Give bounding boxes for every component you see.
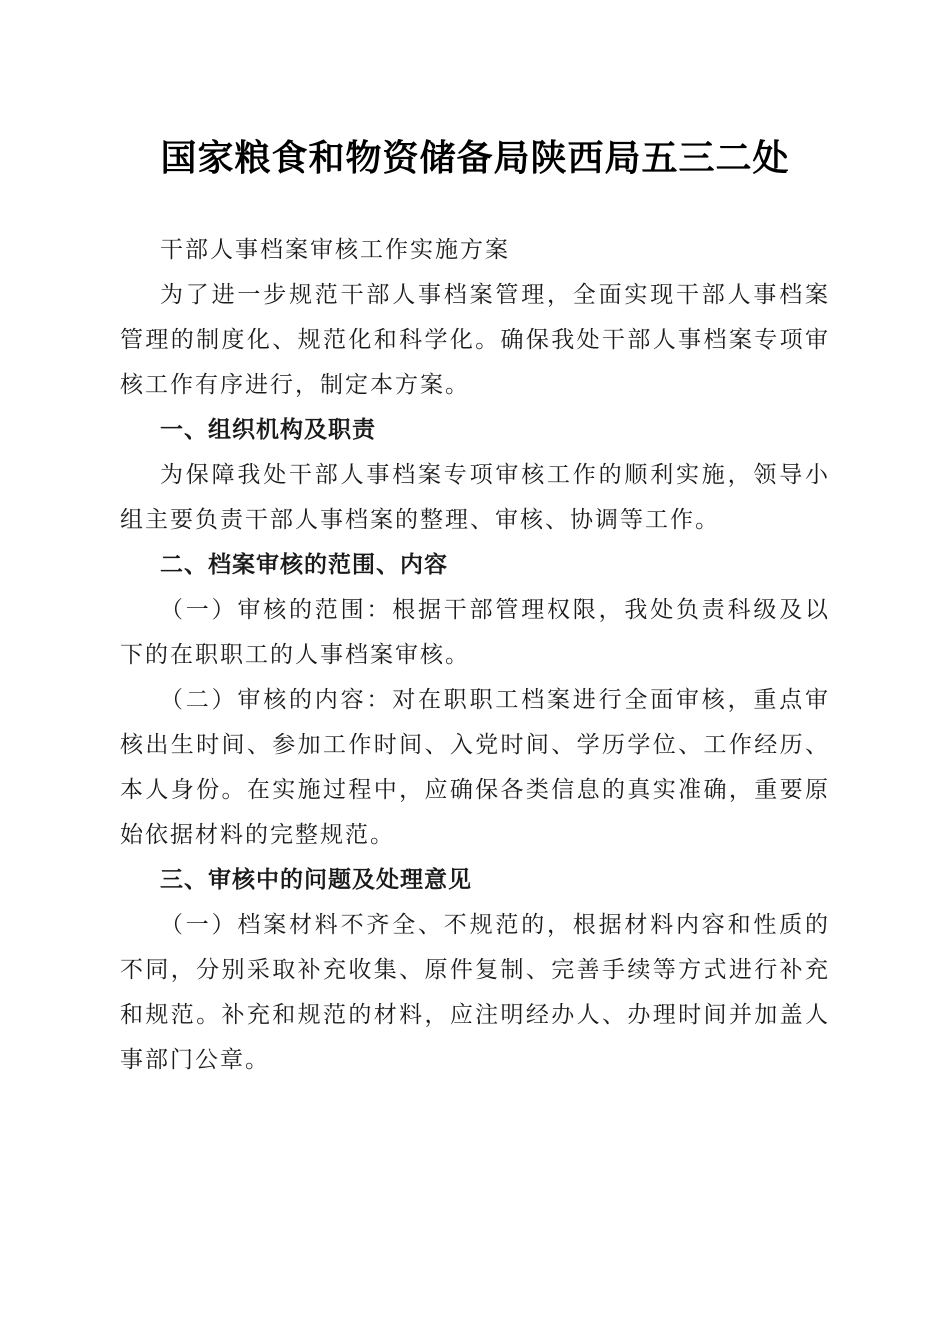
issues-paragraph: （一）档案材料不齐全、不规范的，根据材料内容和性质的不同，分别采取补充收集、原件复制、完善手续等方式进行补充和规范。补充和规范的材料，应注明经办人、办理时间并加盖人事部门公章。: [120, 912, 830, 1073]
intro-paragraph: 为了进一步规范干部人事档案管理，全面实现干部人事档案管理的制度化、规范化和科学化。确保我处干部人事档案专项审核工作有序进行，制定本方案。: [120, 282, 830, 398]
document-body: [120, 228, 830, 1083]
content-paragraph: （二）审核的内容：对在职职工档案进行全面审核，重点审核出生时间、参加工作时间、入党时间、学历学位、工作经历、本人身份。在实施过程中，应确保各类信息的真实准确，重要原始依据材料的完整规范。: [120, 687, 830, 848]
section-heading-issues: 三、审核中的问题及处理意见: [160, 867, 472, 893]
plan-subtitle: 干部人事档案审核工作实施方案: [160, 237, 510, 263]
document-title: 国家粮食和物资储备局陕西局五三二处: [160, 137, 790, 179]
section-heading-scope: 二、档案审核的范围、内容: [160, 552, 448, 578]
scope-paragraph: （一）审核的范围：根据干部管理权限，我处负责科级及以下的在职职工的人事档案审核。: [120, 597, 830, 668]
organization-paragraph: 为保障我处干部人事档案专项审核工作的顺利实施，领导小组主要负责干部人事档案的整理、审核、协调等工作。: [120, 462, 830, 533]
section-heading-organization: 一、组织机构及职责: [160, 417, 376, 443]
